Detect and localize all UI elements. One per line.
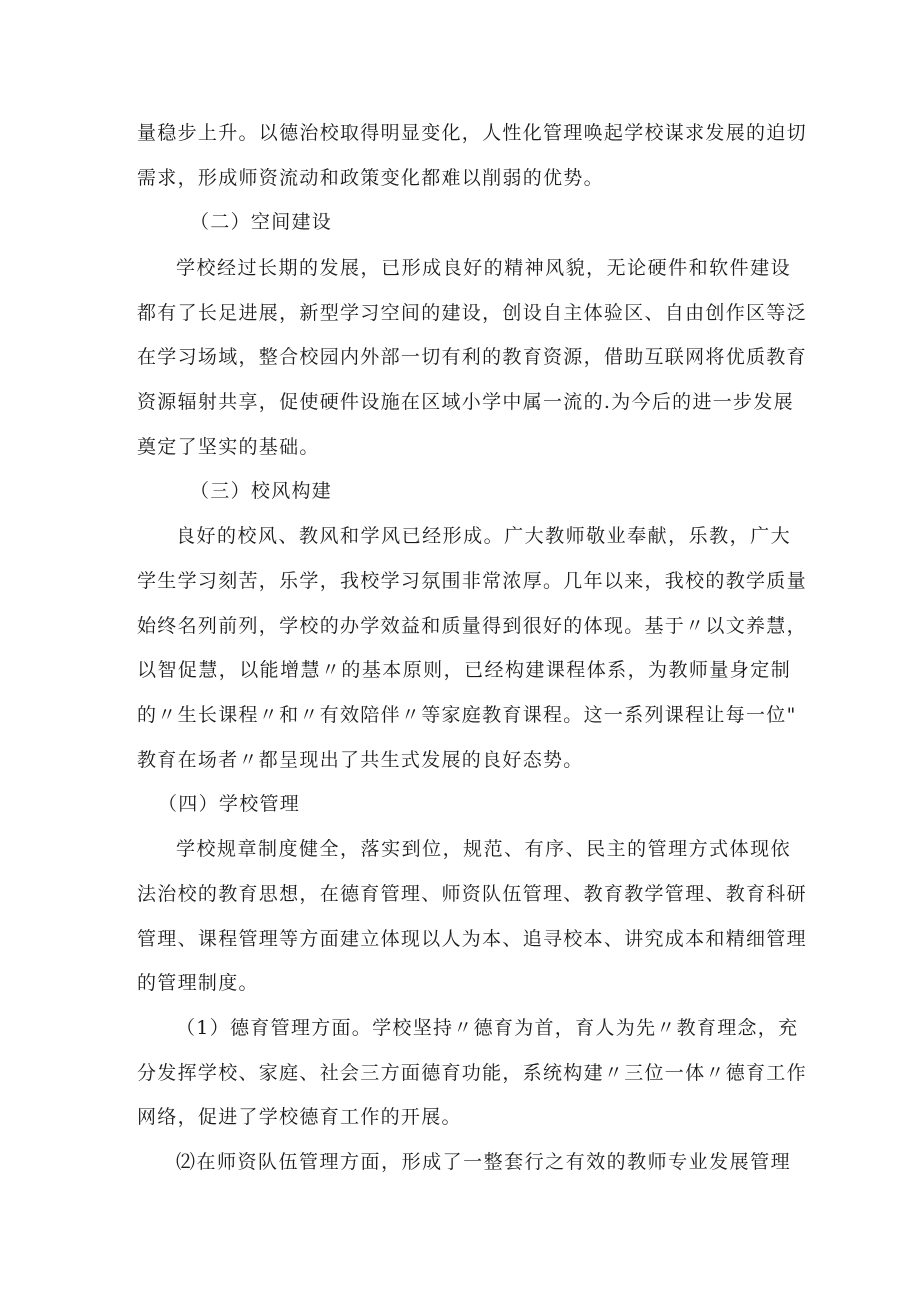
paragraph-line: 分发挥学校、家庭、社会三方面德育功能，系统构建〃三位一体〃德育工作	[137, 1062, 807, 1084]
paragraph-line: 学校经过长期的发展，已形成良好的精神风貌，无论硬件和软件建设	[176, 257, 791, 279]
paragraph-line: ⑵在师资队伍管理方面，形成了一整套行之有效的教师专业发展管理	[176, 1151, 791, 1173]
paragraph-line: 都有了长足进展，新型学习空间的建设，创设自主体验区、自由创作区等泛	[137, 302, 807, 324]
paragraph-line: 学生学习刻苦，乐学，我校学习氛围非常浓厚。几年以来，我校的教学质量	[137, 570, 807, 592]
paragraph-line: 法治校的教育思想，在德育管理、师资队伍管理、教育教学管理、教育科研	[137, 883, 807, 905]
paragraph-line: 以智促慧，以能增慧〃的基本原则，已经构建课程体系，为教师量身定制	[137, 659, 791, 681]
paragraph-line: 管理、课程管理等方面建立体现以人为本、追寻校本、讲究成本和精细管理	[137, 928, 807, 950]
paragraph-line: 学校规章制度健全，落实到位，规范、有序、民主的管理方式体现依	[176, 838, 791, 860]
paragraph-line: 良好的校风、教风和学风已经形成。广大教师敬业奉献，乐教，广大	[176, 525, 791, 547]
paragraph-line: 始终名列前列，学校的办学效益和质量得到很好的体现。基于〃以文养慧，	[137, 615, 807, 637]
paragraph-line: 在学习场域，整合校园内外部一切有利的教育资源，借助互联网将优质教育	[137, 346, 807, 368]
paragraph-line: 需求，形成师资流动和政策变化都难以削弱的优势。	[137, 167, 604, 189]
section-heading-school-management: （四）学校管理	[158, 793, 301, 815]
paragraph-line: 量稳步上升。以德治校取得明显变化，人性化管理唤起学校谋求发展的迫切	[137, 122, 807, 144]
paragraph-line: 的管理制度。	[137, 972, 259, 994]
paragraph-line: 奠定了坚实的基础。	[137, 436, 320, 458]
paragraph-line: （1）德育管理方面。学校坚持〃德育为首，育人为先〃教育理念，充	[176, 1017, 799, 1039]
section-heading-school-spirit: （三）校风构建	[190, 480, 333, 502]
paragraph-line: 资源辐射共享，促使硬件设施在区域小学中属一流的.为今后的进一步发展	[137, 391, 794, 413]
paragraph-line: 的〃生长课程〃和〃有效陪伴〃等家庭教育课程。这一系列课程让每一位"	[137, 704, 797, 726]
section-heading-space-construction: （二）空间建设	[190, 211, 333, 233]
paragraph-line: 教育在场者〃都呈现出了共生式发展的良好态势。	[137, 749, 584, 771]
paragraph-line: 网络，促进了学校德育工作的开展。	[137, 1106, 462, 1128]
